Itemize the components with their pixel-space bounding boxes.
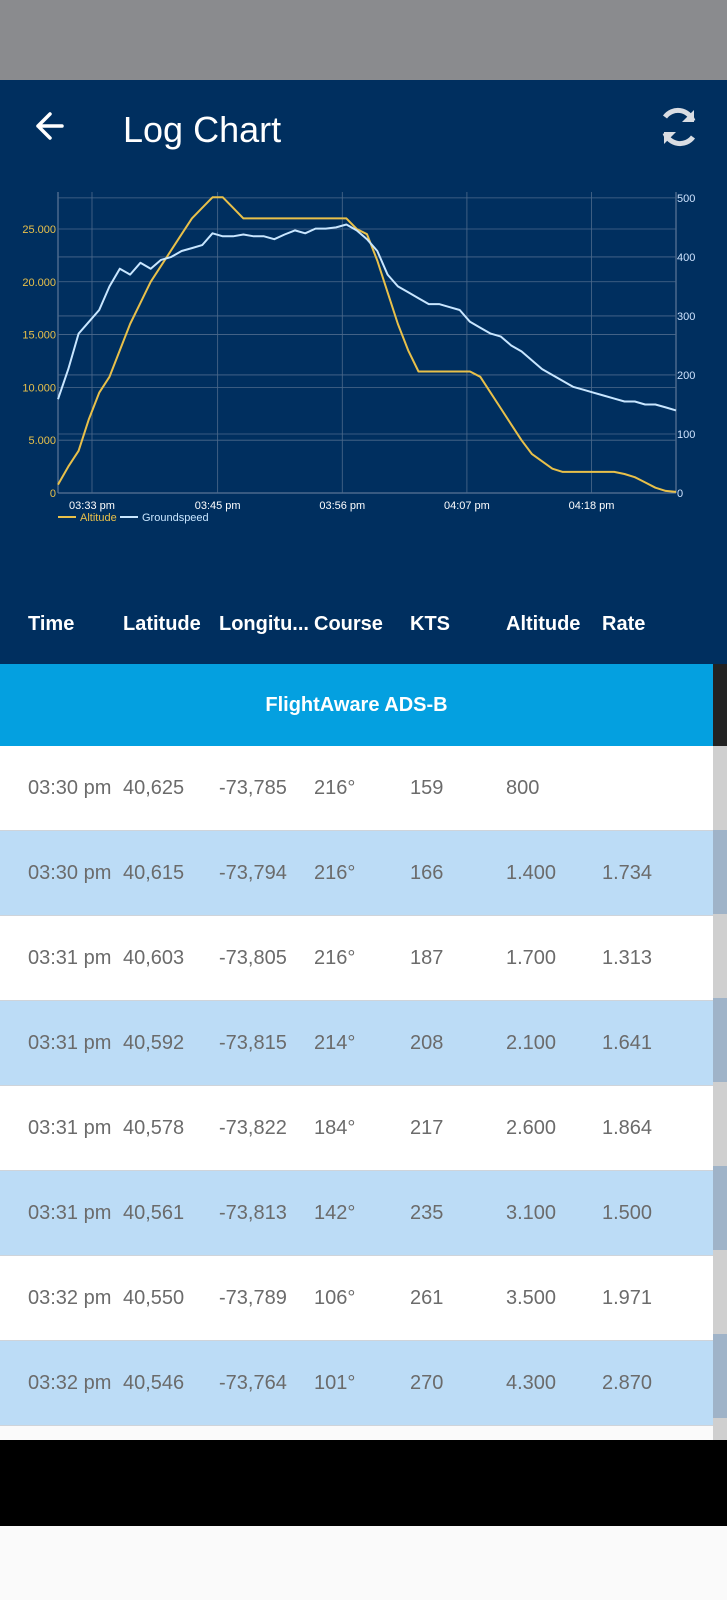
series-line-groundspeed [58,225,676,411]
y-left-tick-label: 5.000 [28,435,56,448]
cell-kts: 159 [410,777,444,799]
status-bar [0,0,727,80]
cell-lon: -73,794 [219,862,287,884]
y-left-tick-label: 15.000 [22,329,56,342]
y-left-tick-label: 25.000 [22,223,56,236]
cell-alt: 2.600 [506,1117,557,1139]
x-tick-label: 03:33 pm [69,500,115,512]
cell-time: 03:31 pm [28,1202,112,1224]
cell-lat: 40,578 [123,1117,185,1139]
cell-rate: 2.870 [602,1372,653,1394]
cell-kts: 208 [410,1032,444,1054]
scrollbar-top [713,664,727,746]
table-row[interactable] [0,746,713,831]
cell-course: 142° [314,1202,356,1224]
cell-kts: 217 [410,1117,444,1139]
y-right-tick-label: 500 [677,192,696,205]
x-tick-label: 03:56 pm [319,500,366,512]
back-arrow-icon[interactable] [30,108,66,144]
cell-lat: 40,546 [123,1372,185,1394]
x-tick-label: 04:18 pm [568,500,615,512]
y-left-tick-label: 20.000 [22,276,56,289]
table-row[interactable] [0,1256,713,1341]
cell-course: 216° [314,947,356,969]
cell-rate: 1.971 [602,1287,653,1309]
bottom-area [0,1526,727,1600]
cell-course: 216° [314,777,356,799]
scrollbar[interactable] [713,746,727,1440]
y-left-tick-label: 10.000 [22,382,56,395]
x-tick-label: 04:07 pm [443,500,490,512]
cell-rate: 1.500 [602,1202,653,1224]
table-row[interactable] [0,1341,713,1426]
cell-time: 03:32 pm [28,1287,112,1309]
column-header[interactable]: Time [28,613,75,635]
cell-lat: 40,615 [123,862,185,884]
column-header[interactable]: Longitu... [219,613,309,635]
cell-lat: 40,550 [123,1287,185,1309]
column-header[interactable]: KTS [410,613,450,635]
cell-rate: 1.641 [602,1032,653,1054]
cell-alt: 3.100 [506,1202,557,1224]
cell-time: 03:31 pm [28,1032,112,1054]
cell-course: 184° [314,1117,356,1139]
cell-kts: 235 [410,1202,444,1224]
nav-bar [0,1440,727,1526]
cell-lon: -73,805 [219,947,287,969]
cell-rate: 1.313 [602,947,653,969]
cell-alt: 3.500 [506,1287,557,1309]
cell-time: 03:31 pm [28,947,112,969]
cell-rate: 1.864 [602,1117,653,1139]
section-header: FlightAware ADS-B [0,664,713,746]
cell-lon: -73,789 [219,1287,287,1309]
table-header [0,595,727,645]
cell-rate: 1.734 [602,862,653,884]
legend-label: Altitude [80,512,117,524]
data-table [0,746,713,1426]
cell-time: 03:32 pm [28,1372,112,1394]
cell-alt: 1.400 [506,862,557,884]
column-header[interactable]: Course [314,613,383,635]
y-right-tick-label: 400 [677,251,696,264]
cell-time: 03:30 pm [28,862,112,884]
cell-course: 214° [314,1032,356,1054]
table-row[interactable] [0,831,713,916]
cell-time: 03:30 pm [28,777,112,799]
y-right-tick-label: 200 [677,369,696,382]
cell-lon: -73,764 [219,1372,287,1394]
table-row[interactable] [0,1171,713,1256]
column-header[interactable]: Altitude [506,613,581,635]
cell-course: 216° [314,862,356,884]
table-row[interactable] [0,1086,713,1171]
cell-kts: 187 [410,947,444,969]
cell-course: 101° [314,1372,356,1394]
cell-time: 03:31 pm [28,1117,112,1139]
page-title: Log Chart [123,109,282,150]
cell-lat: 40,592 [123,1032,185,1054]
y-right-tick-label: 300 [677,310,696,323]
refresh-icon[interactable] [656,104,702,150]
cell-lon: -73,813 [219,1202,287,1224]
table-row[interactable] [0,1001,713,1086]
column-header[interactable]: Latitude [123,613,201,635]
cell-lat: 40,625 [123,777,185,799]
cell-kts: 166 [410,862,444,884]
log-chart [0,180,727,540]
table-row[interactable] [0,916,713,1001]
cell-lon: -73,815 [219,1032,287,1054]
cell-alt: 2.100 [506,1032,557,1054]
cell-lon: -73,785 [219,777,287,799]
y-right-tick-label: 0 [677,488,684,500]
cell-lat: 40,561 [123,1202,185,1224]
cell-lat: 40,603 [123,947,185,969]
cell-lon: -73,822 [219,1117,287,1139]
cell-kts: 270 [410,1372,444,1394]
legend-label: Groundspeed [142,512,209,524]
column-header[interactable]: Rate [602,613,646,635]
cell-course: 106° [314,1287,356,1309]
cell-alt: 800 [506,777,540,799]
y-left-tick-label: 0 [49,488,56,500]
x-tick-label: 03:45 pm [194,500,241,512]
cell-kts: 261 [410,1287,444,1309]
cell-alt: 1.700 [506,947,557,969]
cell-alt: 4.300 [506,1372,557,1394]
y-right-tick-label: 100 [677,428,696,441]
series-line-altitude [58,197,676,492]
